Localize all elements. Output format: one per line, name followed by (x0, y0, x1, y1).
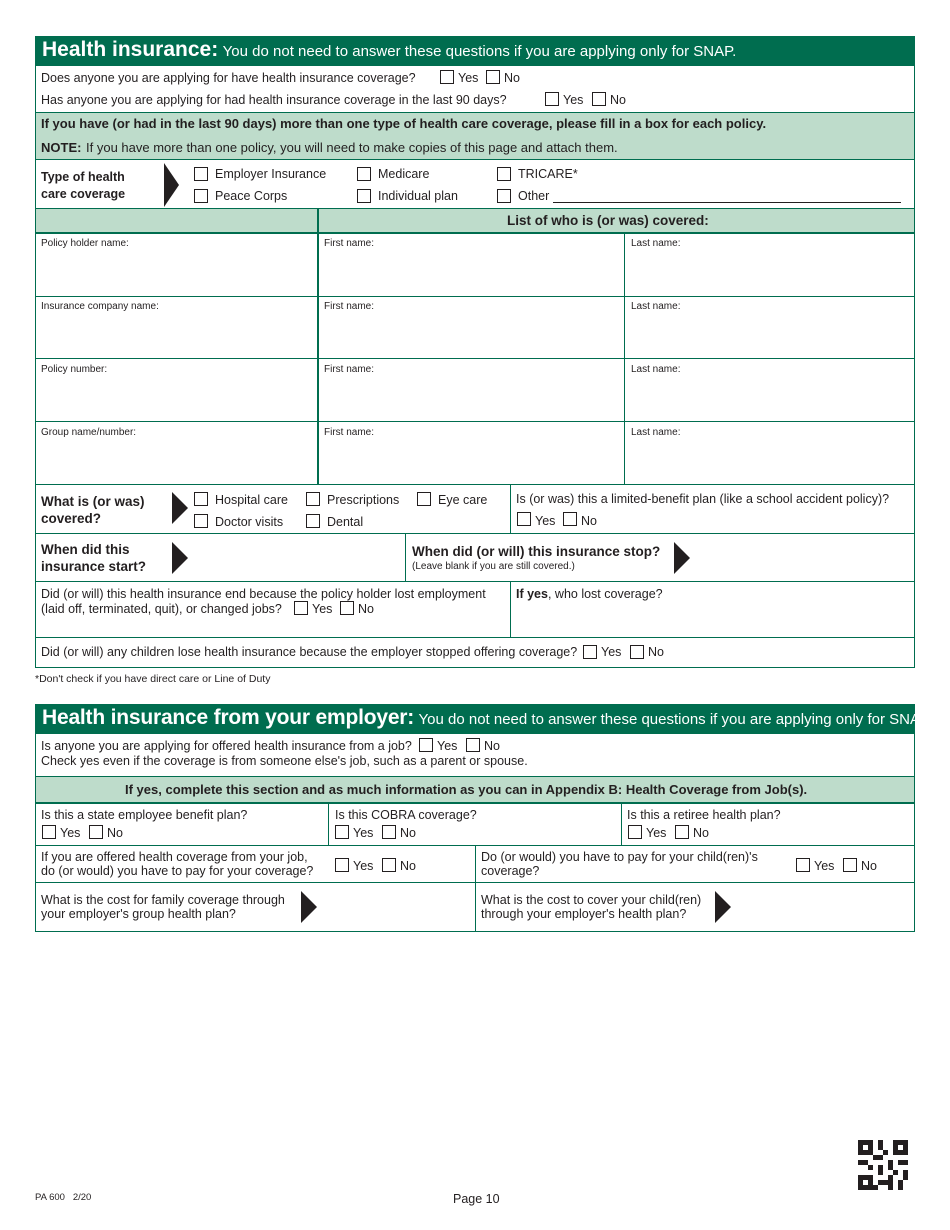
q2-no-checkbox[interactable] (592, 92, 606, 106)
multiple-coverage-info: If you have (or had in the last 90 days) more than one type of health care coverage, please fill in a box for each policy. (41, 116, 767, 131)
q1-no-label: No (504, 71, 520, 85)
covered-header-band (35, 209, 915, 233)
retiree-yes-label: Yes (646, 826, 667, 840)
grid-row-line-2 (35, 358, 915, 359)
coverage-type-label-1: Type of health (41, 170, 125, 184)
employer-insurance-label: Employer Insurance (215, 167, 327, 181)
cobra-yes-checkbox[interactable] (335, 825, 349, 839)
employer-insurance-header (35, 704, 933, 733)
section2-subtitle: You do not need to answer these questions if you are applying only for SNAP. (418, 711, 933, 728)
tricare-checkbox[interactable] (497, 167, 511, 181)
pay-yes-checkbox[interactable] (335, 858, 349, 872)
end-reason-divider (510, 581, 511, 638)
offered-question: Is anyone you are applying for offered health insurance from a job? (41, 739, 412, 753)
pay-no-label: No (400, 859, 416, 873)
who-lost-coverage[interactable] (516, 587, 663, 601)
child-pay-question-1: Do (or would) you have to pay for your child(ren)'s (481, 850, 758, 864)
grid-divider-1 (317, 209, 319, 485)
offered-no-label: No (484, 739, 500, 753)
end-reason-no-label: No (358, 602, 374, 616)
state-no-checkbox[interactable] (89, 825, 103, 839)
child-pay-no-label: No (861, 859, 877, 873)
section-title: Health insurance: (42, 38, 219, 61)
grid-row-line-3 (35, 421, 915, 422)
first-name-field-3[interactable]: First name: (324, 364, 375, 375)
who-lost-coverage-text: , who lost coverage? (547, 587, 663, 601)
coverage-type-label-2: care coverage (41, 187, 126, 201)
individual-plan-label: Individual plan (378, 189, 458, 203)
tricare-footnote: *Don't check if you have direct care or Line of Duty (35, 673, 271, 685)
tricare-label: TRICARE* (518, 167, 578, 181)
dental-checkbox[interactable] (306, 514, 320, 528)
cobra-question: Is this COBRA coverage? (335, 808, 477, 822)
last-name-field-4[interactable]: Last name: (631, 427, 681, 438)
children-yes-checkbox[interactable] (583, 645, 597, 659)
pay-yes-label: Yes (353, 859, 374, 873)
cobra-yes-label: Yes (353, 826, 374, 840)
eye-care-checkbox[interactable] (417, 492, 431, 506)
retiree-question: Is this a retiree health plan? (627, 808, 781, 822)
q2-yes-checkbox[interactable] (545, 92, 559, 106)
end-reason-question-2: (laid off, terminated, quit), or changed jobs? (41, 602, 282, 616)
prescriptions-label: Prescriptions (327, 493, 400, 507)
eye-care-label: Eye care (438, 493, 488, 507)
coverage-type-arrow (164, 163, 179, 207)
hospital-care-checkbox[interactable] (194, 492, 208, 506)
if-yes-bold: If yes (516, 587, 548, 601)
pay-coverage-question-2: do (or would) you have to pay for your coverage? (41, 864, 314, 878)
children-no-label: No (648, 645, 664, 659)
form-id: PA 600 2/20 (35, 1192, 92, 1203)
family-cost-arrow (301, 891, 317, 923)
doctor-visits-checkbox[interactable] (194, 514, 208, 528)
page-number: Page 10 (453, 1192, 500, 1206)
q1-yes-label: Yes (458, 71, 479, 85)
plan-type-divider-2 (621, 803, 622, 846)
q-has-coverage: Does anyone you are applying for have health insurance coverage? (41, 71, 416, 85)
offered-no-checkbox[interactable] (466, 738, 480, 752)
end-reason-yes-label: Yes (312, 602, 333, 616)
stop-date-question: When did (or will) this insurance stop? (412, 544, 661, 559)
policy-grid (35, 233, 915, 485)
children-lose-coverage-question: Did (or will) any children lose health insurance because the employer stopped offering coverage? (41, 645, 578, 659)
state-yes-label: Yes (60, 826, 81, 840)
employer-insurance-checkbox[interactable] (194, 167, 208, 181)
stop-date-note: (Leave blank if you are still covered.) (412, 561, 575, 572)
what-covered-arrow (172, 492, 188, 524)
what-covered-label-1: What is (or was) (41, 494, 145, 509)
note-label: NOTE: (41, 140, 82, 155)
appendix-instruction: If yes, complete this section and as much information as you can in Appendix B: Health Coverage from Job(s). (125, 782, 808, 797)
pay-no-checkbox[interactable] (382, 858, 396, 872)
peace-corps-label: Peace Corps (215, 189, 288, 203)
retiree-yes-checkbox[interactable] (628, 825, 642, 839)
retiree-no-label: No (693, 826, 709, 840)
policy-number-field[interactable]: Policy number: (41, 364, 108, 375)
hospital-care-label: Hospital care (215, 493, 288, 507)
child-cost-question-1: What is the cost to cover your child(ren) (481, 893, 702, 907)
cobra-no-label: No (400, 826, 416, 840)
start-date-label-2: insurance start? (41, 559, 147, 574)
child-pay-yes-label: Yes (814, 859, 835, 873)
child-pay-question-2: coverage? (481, 864, 540, 878)
q-had-coverage-90-days: Has anyone you are applying for had health insurance coverage in the last 90 days? (41, 93, 507, 107)
policy-holder-name-field[interactable]: Policy holder name: (41, 238, 129, 249)
end-reason-no-checkbox[interactable] (340, 601, 354, 615)
first-name-field-1[interactable]: First name: (324, 238, 375, 249)
limited-benefit-question: Is (or was) this a limited-benefit plan (like a school accident policy)? (516, 492, 890, 506)
child-pay-yes-checkbox[interactable] (796, 858, 810, 872)
child-cost-arrow (715, 891, 731, 923)
limited-yes-checkbox[interactable] (517, 512, 531, 526)
last-name-field-2[interactable]: Last name: (631, 301, 681, 312)
offered-note: Check yes even if the coverage is from someone else's job, such as a parent or spouse. (41, 754, 528, 768)
start-date-label-1: When did this (41, 542, 130, 557)
other-checkbox[interactable] (497, 189, 511, 203)
last-name-field-3[interactable]: Last name: (631, 364, 681, 375)
covered-list-header: List of who is (or was) covered: (507, 213, 709, 228)
health-insurance-header (35, 36, 915, 65)
limited-yes-label: Yes (535, 514, 556, 528)
cobra-no-checkbox[interactable] (382, 825, 396, 839)
family-cost-question-1: What is the cost for family coverage through (41, 893, 285, 907)
offered-yes-checkbox[interactable] (419, 738, 433, 752)
other-label: Other (518, 189, 550, 203)
medicare-checkbox[interactable] (357, 167, 371, 181)
note-text: If you have more than one policy, you will need to make copies of this page and attach them. (86, 140, 618, 155)
grid-divider-2 (624, 233, 625, 485)
dates-divider (405, 533, 406, 582)
q2-no-label: No (610, 93, 626, 107)
what-covered-divider (510, 484, 511, 534)
insurance-company-name-field[interactable]: Insurance company name: (41, 301, 159, 312)
plan-type-divider-1 (328, 803, 329, 846)
section2-title: Health insurance from your employer: (42, 706, 415, 729)
family-cost-question-2: your employer's group health plan? (41, 907, 236, 921)
state-no-label: No (107, 826, 123, 840)
stop-date-arrow (674, 542, 690, 574)
retiree-no-checkbox[interactable] (675, 825, 689, 839)
first-name-field-4[interactable]: First name: (324, 427, 375, 438)
limited-no-label: No (581, 514, 597, 528)
section-subtitle: You do not need to answer these questions if you are applying only for SNAP. (222, 43, 737, 60)
grid-row-line-1 (35, 296, 915, 297)
qr-code-icon (858, 1140, 908, 1190)
individual-plan-checkbox[interactable] (357, 189, 371, 203)
children-yes-label: Yes (601, 645, 622, 659)
state-yes-checkbox[interactable] (42, 825, 56, 839)
dental-label: Dental (327, 515, 364, 529)
what-covered-label-2: covered? (41, 511, 102, 526)
children-no-checkbox[interactable] (630, 645, 644, 659)
last-name-field-1[interactable]: Last name: (631, 238, 681, 249)
q1-yes-checkbox[interactable] (440, 70, 454, 84)
end-reason-yes-checkbox[interactable] (294, 601, 308, 615)
medicare-label: Medicare (378, 167, 430, 181)
q1-no-checkbox[interactable] (486, 70, 500, 84)
end-reason-question-1: Did (or will) this health insurance end because the policy holder lost employment (41, 587, 486, 601)
state-plan-question: Is this a state employee benefit plan? (41, 808, 248, 822)
other-input-line[interactable] (553, 202, 901, 203)
child-cost-question-2: through your employer's health plan? (481, 907, 687, 921)
group-name-number-field[interactable]: Group name/number: (41, 427, 137, 438)
offered-yes-label: Yes (437, 739, 458, 753)
doctor-visits-label: Doctor visits (215, 515, 284, 529)
child-pay-no-checkbox[interactable] (843, 858, 857, 872)
peace-corps-checkbox[interactable] (194, 189, 208, 203)
prescriptions-checkbox[interactable] (306, 492, 320, 506)
first-name-field-2[interactable]: First name: (324, 301, 375, 312)
start-date-arrow (172, 542, 188, 574)
q2-yes-label: Yes (563, 93, 584, 107)
limited-no-checkbox[interactable] (563, 512, 577, 526)
pay-coverage-question-1: If you are offered health coverage from your job, (41, 850, 308, 864)
